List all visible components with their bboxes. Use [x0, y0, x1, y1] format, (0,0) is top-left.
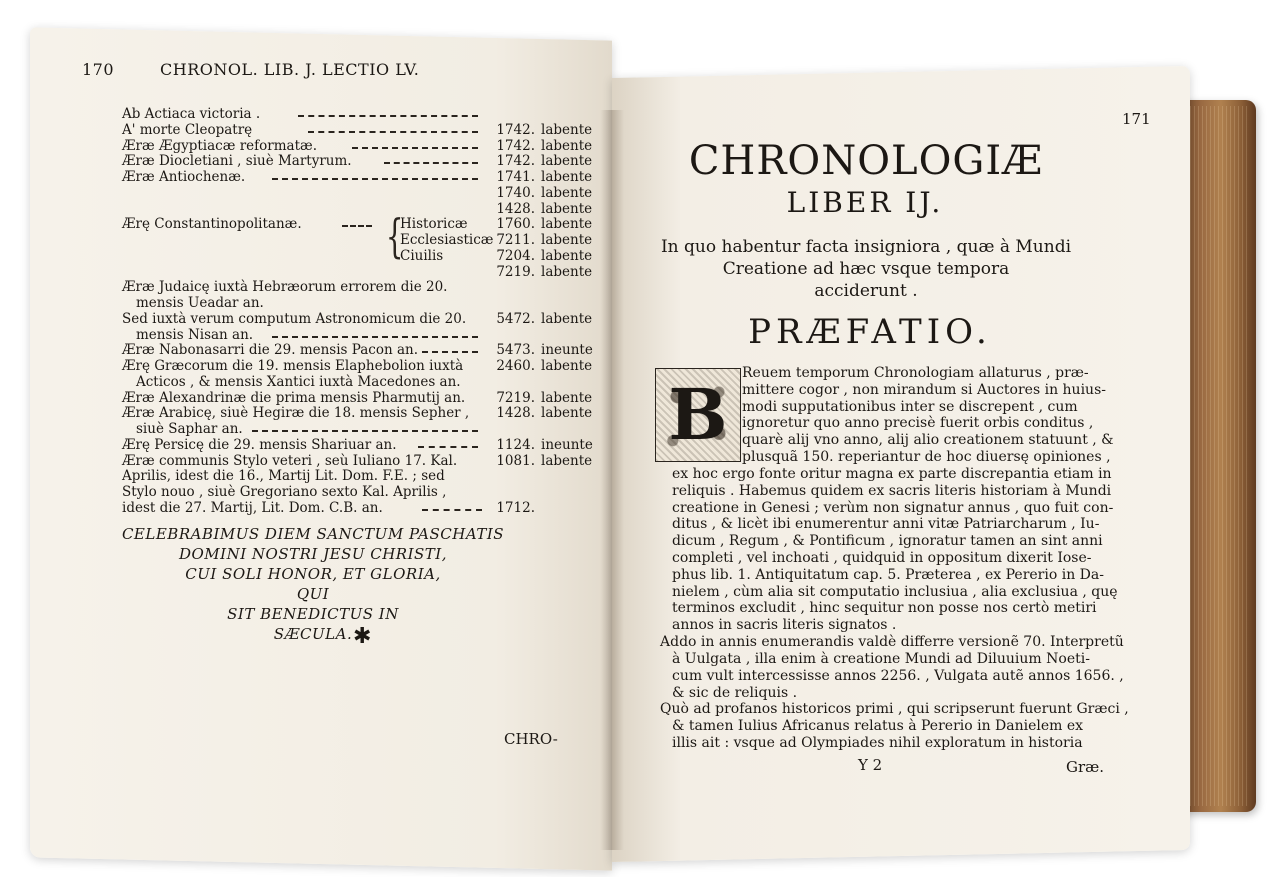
- table-row: Æræ Alexandrinæ die prima mensis Pharmutij an. 7219. labente: [122, 390, 593, 406]
- paschal-line: CELEBRABIMUS DIEM SANCTUM PASCHATIS: [121, 525, 505, 543]
- right-catchword: Græ.: [1066, 758, 1105, 776]
- body-line: creatione in Genesi ; verùm non signatur annus , quo fuit con-: [672, 500, 1114, 516]
- table-row: mensis Nisan an.: [122, 327, 582, 343]
- body-line: Addo in annis enumerandis valdè differre versionẽ 70. Interpretũ: [660, 634, 1124, 650]
- paschal-line: SIT BENEDICTUS IN: [227, 605, 399, 623]
- table-row: Æræ Judaicę iuxtà Hebræorum errorem die 20.: [122, 279, 448, 295]
- star-ornament: ✱: [353, 624, 372, 649]
- table-row: Ærę Græcorum die 19. mensis Elaphebolion iuxtà 2460. labente: [122, 358, 593, 374]
- subtitle-line: Creatione ad hæc vsque tempora: [722, 259, 1010, 279]
- table-row: idest die 27. Martij, Lit. Dom. C.B. an. 1712.: [122, 500, 535, 516]
- table-row: Æræ Arabicę, siuè Hegiræ die 18. mensis Sepher , 1428. labente: [122, 405, 593, 421]
- body-line: ignoretur quo anno precisè fuerit orbis conditus ,: [742, 415, 1094, 431]
- body-line: mittere cogor , non mirandum si Auctores in huius-: [742, 382, 1106, 398]
- table-row: Ab Actiaca victoria .: [122, 106, 582, 122]
- decorated-initial: [655, 368, 741, 462]
- table-row: 1740. labente: [496, 185, 593, 201]
- liber-heading: LIBER IJ.: [786, 186, 944, 219]
- book-title: CHRONOLOGIÆ: [688, 138, 1044, 184]
- table-row: 1428. labente: [496, 201, 593, 217]
- table-row: Sed iuxtà verum computum Astronomicum die 20. 5472. labente: [122, 311, 593, 327]
- curly-brace: {: [385, 209, 404, 263]
- subtitle-line: In quo habentur facta insigniora , quæ à Mundi: [660, 237, 1072, 257]
- body-line: à Uulgata , illa enim à creatione Mundi ad Diluuium Noeti-: [672, 651, 1090, 667]
- table-row: Æræ Ægyptiacæ reformatæ. 1742. labente: [122, 138, 593, 154]
- paschal-line: DOMINI NOSTRI JESU CHRISTI,: [178, 545, 448, 563]
- body-line: ex hoc ergo fonte oritur magna ex parte discrepantia etiam in: [672, 466, 1112, 482]
- body-line: illis ait : vsque ad Olympiades nihil exploratum in historia: [672, 735, 1083, 751]
- body-line: plusquã 150. reperiantur de hoc diuersę opiniones ,: [742, 449, 1111, 465]
- table-row: Stylo nouo , siuè Gregoriano sexto Kal. Aprilis ,: [122, 484, 447, 500]
- table-row: 7219. labente: [496, 264, 593, 280]
- body-line: nielem , cùm alia sit computatio inclusiua , alia exclusiua , quę: [672, 584, 1118, 600]
- body-line: & sic de reliquis .: [672, 685, 798, 701]
- body-line: ditus , & licèt ibi enumerentur anni vitæ Patriarcharum , Iu-: [672, 516, 1100, 532]
- table-row: Æræ Nabonasarri die 29. mensis Pacon an. 5473. ineunte: [122, 342, 593, 358]
- body-line: Quò ad profanos historicos primi , qui scripserunt fuerunt Græci ,: [660, 701, 1129, 717]
- body-line: dicum , Regum , & Pontificum , ignoratur tamen an sint anni: [672, 533, 1103, 549]
- table-row: siuè Saphar an.: [122, 421, 582, 437]
- body-line: phus lib. 1. Antiquitatum cap. 5. Præterea , ex Pererio in Da-: [672, 567, 1104, 583]
- open-book: 170 CHRONOL. LIB. J. LECTIO LV. Ab Actiaca victoria . A' morte Cleopatrę 1742. labente Æræ Ægyptiacæ reformatæ. 1742. labente Æræ Diocletiani , siuè Martyrum. 1742. labente Æræ Antiochenæ. 1741. labente 1740. labente 1428. labente Ærę Constantinopolitanæ. 1760. labente 7211. labente 7204. labente 7219. labente { Historicæ Ecclesiasticæ Ciuilis Æræ Judaicę iuxtà Hebræorum errorem die 20. mensis Ueadar an. Sed iuxtà verum computum Astronomicum die 20. 5472. labente mensis Nisan an. Æræ Nabonasarri die 29. mensis Pacon an. 5473. ineunte Ærę Græcorum die 19. mensis Elaphebolion iuxtà 2460. labente Acticos , & mensis Xantici iuxtà Macedones an. Æræ Alexandrinæ die prima mensis Pharmutij an. 7219. labente Æræ Arabicę, siuè Hegiræ die 18. mensis Sepher , 1428. labente siuè Saphar an. Ærę Persicę die 29. mensis Shariuar an. 1124. ineunte Æræ communis Stylo veteri , seù Iuliano 17. Kal. 1081. labente Aprilis, idest die 16., Martij Lit. Dom. F.E. ; sed Stylo nouo , siuè Gregoriano sexto Kal. Aprilis , idest die 27. Martij, Lit. Dom. C.B. an. 1712. CELEBRABIMUS DIEM SANCTUM PASCHATIS DOMINI NOSTRI JESU CHRISTI, CUI SOLI HONOR, ET GLORIA, QUI SIT BENEDICTUS IN SÆCULA. ✱ CHRO- 171 CHRONOLOGIÆ LIBER IJ. In quo habentur facta insigniora , quæ à Mundi Creatione ad hæc vsque tempora acciderunt . PRÆFATIO. B Reuem temporum Chronologiam allaturus , præ- mittere cogor , non mirandum si Auctores in huius- modi supputationibus inter se discrepent , cum ignoretur quo anno precisè fuerit orbis conditus , quarè alij vno anno, alij alio creationem statuunt , & plusquã 150. reperiantur de hoc diuersę opiniones , ex hoc ergo fonte oritur magna ex parte discrepantia etiam in reliquis . Habemus quidem ex sacris literis historiam à Mundi creatione in Genesi ; verùm non signatur annus , quo fuit con- ditus , & licèt ibi enumerentur anni vitæ Patriarcharum , Iu- dicum , Regum , & Pontificum , ignoratur tamen an sint anni completi , vel inchoati , quidquid in oppositum dixerit Iose- phus lib. 1. Antiquitatum cap. 5. Præterea , ex Pererio in Da- nielem , cùm alia sit computatio inclusiua , alia exclusiua , quę terminos excludit , hinc sequitur non posse nos certò metiri annos in sacris literis signatos . Addo in annis enumerandis valdè differre versionẽ 70. Interpretũ à Uulgata , illa enim à creatione Mundi ad Diluuium Noeti- cum vult intercessisse annos 2256. , Vulgata autẽ annos 1656. , & sic de reliquis . Quò ad profanos historicos primi , qui scripserunt fuerunt Græci , & tamen Iulius Africanus relatus à Pererio in Danielem ex illis ait : vsque ad Olympiades nihil exploratum in historia Y 2 Græ.: [0, 0, 1280, 877]
- section-heading: PRÆFATIO.: [748, 312, 992, 352]
- subtitle-line: acciderunt .: [814, 281, 918, 301]
- body-line: terminos excludit , hinc sequitur non posse nos certò metiri: [672, 600, 1097, 616]
- paschal-line: QUI: [296, 585, 330, 603]
- table-row: A' morte Cleopatrę 1742. labente: [122, 122, 593, 138]
- initial-letter: B: [668, 373, 728, 456]
- body-line: cum vult intercessisse annos 2256. , Vulgata autẽ annos 1656. ,: [672, 668, 1124, 684]
- table-row: Æræ Diocletiani , siuè Martyrum. 1742. labente: [122, 153, 593, 169]
- right-page-number: 171: [1122, 110, 1151, 128]
- left-catchword: CHRO-: [504, 730, 558, 748]
- left-running-title: CHRONOL. LIB. J. LECTIO LV.: [160, 60, 420, 79]
- table-row: Acticos , & mensis Xantici iuxtà Macedones an.: [136, 374, 461, 390]
- table-row: mensis Ueadar an.: [136, 295, 264, 311]
- signature-mark: Y 2: [858, 756, 883, 774]
- body-line: reliquis . Habemus quidem ex sacris literis historiam à Mundi: [672, 483, 1112, 499]
- table-row: Æræ Antiochenæ. 1741. labente: [122, 169, 593, 185]
- table-row: 7204. labente: [496, 248, 593, 264]
- table-row: Aprilis, idest die 16., Martij Lit. Dom. F.E. ; sed: [122, 468, 445, 484]
- left-page-number: 170: [82, 60, 115, 79]
- paschal-line: CUI SOLI HONOR, ET GLORIA,: [185, 565, 441, 583]
- paschal-line: SÆCULA.: [273, 625, 353, 643]
- table-row: Æræ communis Stylo veteri , seù Iuliano 17. Kal. 1081. labente: [122, 453, 593, 469]
- book-gutter: [600, 110, 624, 850]
- body-line: completi , vel inchoati , quidquid in oppositum dixerit Iose-: [672, 550, 1092, 566]
- body-line: Reuem temporum Chronologiam allaturus , præ-: [742, 365, 1089, 381]
- body-line: & tamen Iulius Africanus relatus à Pererio in Danielem ex: [672, 718, 1084, 734]
- body-line: annos in sacris literis signatos .: [672, 617, 897, 633]
- body-line: quarè alij vno anno, alij alio creationem statuunt , &: [742, 432, 1114, 448]
- body-line: modi supputationibus inter se discrepent , cum: [742, 399, 1078, 415]
- table-row: Ærę Persicę die 29. mensis Shariuar an. 1124. ineunte: [122, 437, 593, 453]
- table-row: Ærę Constantinopolitanæ. 1760. labente: [122, 216, 593, 232]
- table-row: 7211. labente: [496, 232, 593, 248]
